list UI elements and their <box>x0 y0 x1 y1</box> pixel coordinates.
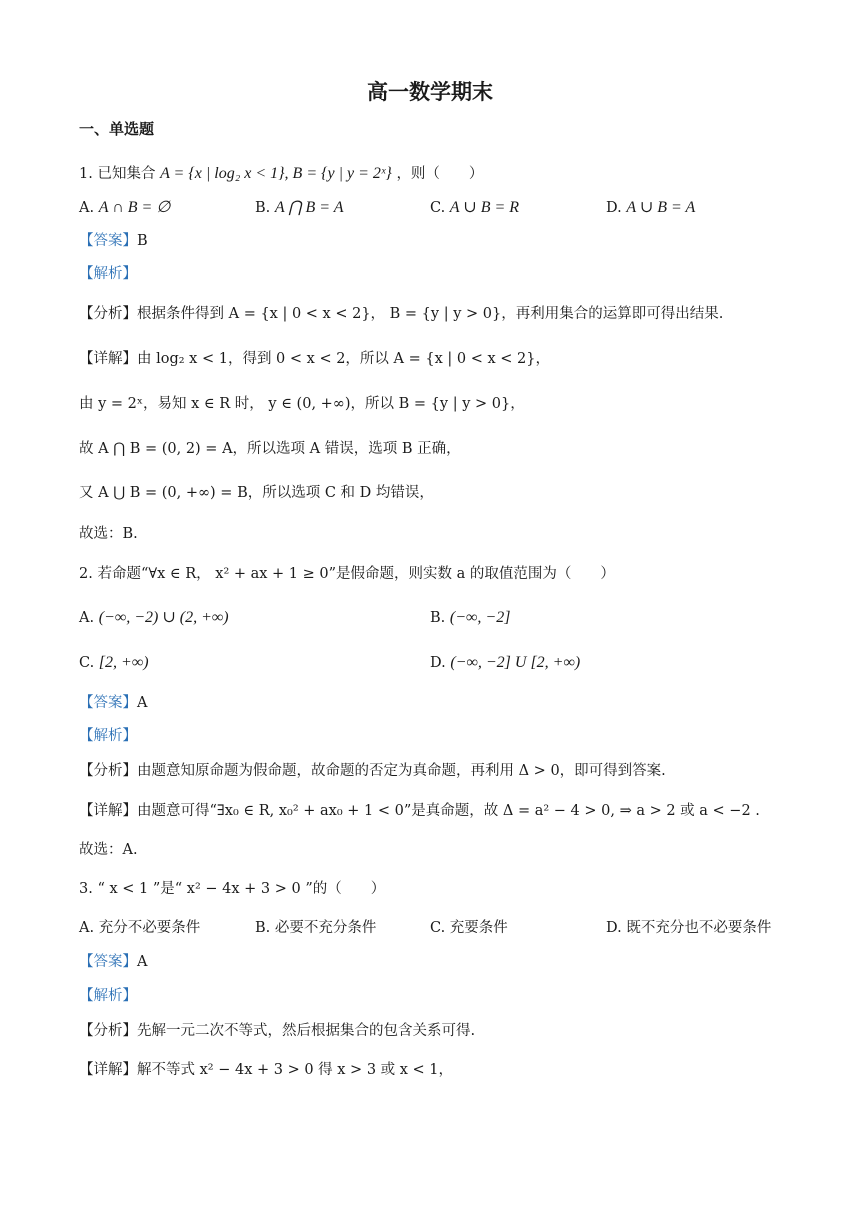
q3-option-b <box>255 918 376 938</box>
option-label: C. <box>430 200 446 216</box>
answer-tag: 【答案】 <box>79 233 137 249</box>
fenxi-tag: 【分析】 <box>79 763 137 779</box>
option-label: B. <box>255 920 271 936</box>
answer-value: B <box>137 233 148 249</box>
q2-analysis-tag: 【解析】 <box>79 728 137 744</box>
option-expr: (−∞, −2] U [2, +∞) <box>450 654 581 671</box>
fenxi-text: 根据条件得到 A = {x | 0 < x < 2}， B = {y | y > 0}，再利用集合的运算即可得出结果. <box>137 306 724 322</box>
q1-xiangjie-line-4: 又 A ⋃ B = (0, +∞) = B，所以选项 C 和 D 均错误， <box>79 485 434 501</box>
q2-option-b <box>430 608 510 628</box>
q1-stem <box>79 164 483 184</box>
fenxi-text: 由题意知原命题为假命题，故命题的否定为真命题，再利用 Δ > 0，即可得到答案. <box>137 763 666 779</box>
q3-answer <box>79 952 147 972</box>
q1-fenxi <box>79 304 723 324</box>
q2-option-c <box>79 653 149 673</box>
q2-option-d <box>430 653 580 673</box>
q2-option-a <box>79 608 229 628</box>
page-title: 高一数学期末 <box>367 80 493 104</box>
q1-option-c <box>430 198 519 218</box>
q2-xiangjie <box>79 801 760 821</box>
option-label: D. <box>606 200 622 216</box>
option-expr: [2, +∞) <box>98 654 149 671</box>
q2-conclusion: 故选：A. <box>79 842 138 858</box>
option-expr: 充要条件 <box>449 920 508 936</box>
option-label: B. <box>255 200 271 216</box>
option-expr: 充分不必要条件 <box>98 920 201 936</box>
q3-option-a <box>79 918 200 938</box>
option-expr: A ∩ B = ∅ <box>98 199 171 216</box>
q1-analysis-tag: 【解析】 <box>79 266 137 282</box>
q1-xiangjie-line-2: 由 y = 2ˣ，易知 x ∈ R 时， y ∈ (0, +∞)，所以 B = {y | y > 0}， <box>79 396 525 412</box>
option-expr: 必要不充分条件 <box>274 920 377 936</box>
q1-answer <box>79 231 148 251</box>
q1-option-d <box>606 198 695 218</box>
xiangjie-tag: 【详解】 <box>79 1062 137 1078</box>
fenxi-tag: 【分析】 <box>79 306 137 322</box>
option-expr: A ∪ B = A <box>626 199 696 216</box>
option-label: C. <box>79 655 95 671</box>
q3-fenxi <box>79 1021 475 1041</box>
q1-xiangjie-line-3: 故 A ⋂ B = (0, 2) = A，所以选项 A 错误，选项 B 正确， <box>79 441 461 457</box>
section-heading: 一、单选题 <box>79 120 155 138</box>
option-expr: A ⋂ B = A <box>274 199 344 216</box>
option-label: D. <box>430 655 446 671</box>
q1-conclusion: 故选：B. <box>79 526 138 542</box>
q1-option-a <box>79 198 170 218</box>
q3-option-c <box>430 918 508 938</box>
option-expr: (−∞, −2) ∪ (2, +∞) <box>98 609 229 626</box>
q3-stem: 3. “ x < 1 ”是“ x² − 4x + 3 > 0 ”的（ ） <box>79 881 386 897</box>
q1-option-b <box>255 198 344 218</box>
q1-stem-text: 1. 已知集合 <box>79 166 156 182</box>
q1-xiangjie-line-1 <box>79 349 550 369</box>
answer-value: A <box>137 954 148 970</box>
option-label: A. <box>79 920 95 936</box>
option-expr: 既不充分也不必要条件 <box>626 920 772 936</box>
answer-value: A <box>137 695 148 711</box>
xiangjie-text: 由 log₂ x < 1，得到 0 < x < 2，所以 A = {x | 0 < x < 2}， <box>137 351 550 367</box>
option-label: A. <box>79 200 95 216</box>
fenxi-tag: 【分析】 <box>79 1023 137 1039</box>
answer-tag: 【答案】 <box>79 954 137 970</box>
option-label: B. <box>430 610 446 626</box>
option-label: D. <box>606 920 622 936</box>
xiangjie-tag: 【详解】 <box>79 803 137 819</box>
answer-tag: 【答案】 <box>79 695 137 711</box>
option-label: C. <box>430 920 446 936</box>
q2-stem: 2. 若命题“∀x ∈ R， x² + ax + 1 ≥ 0”是假命题，则实数 a 的取值范围为（ ） <box>79 566 615 582</box>
q2-answer <box>79 693 147 713</box>
q2-fenxi <box>79 761 666 781</box>
xiangjie-text: 解不等式 x² − 4x + 3 > 0 得 x > 3 或 x < 1， <box>137 1062 454 1078</box>
q1-set-definition: A = {x | log₂ x < 1}, B = {y | y = 2ˣ} <box>160 165 392 182</box>
q3-option-d <box>606 918 771 938</box>
q3-analysis-tag: 【解析】 <box>79 988 137 1004</box>
option-expr: (−∞, −2] <box>449 609 511 626</box>
xiangjie-tag: 【详解】 <box>79 351 137 367</box>
option-expr: A ∪ B = R <box>449 199 520 216</box>
q3-xiangjie <box>79 1060 453 1080</box>
option-label: A. <box>79 610 95 626</box>
q1-stem-end: ，则（ ） <box>396 166 484 182</box>
fenxi-text: 先解一元二次不等式，然后根据集合的包含关系可得. <box>137 1023 476 1039</box>
xiangjie-text: 由题意可得“∃x₀ ∈ R, x₀² + ax₀ + 1 < 0”是真命题，故 Δ = a² − 4 > 0, ⇒ a > 2 或 a < −2 . <box>137 803 760 819</box>
